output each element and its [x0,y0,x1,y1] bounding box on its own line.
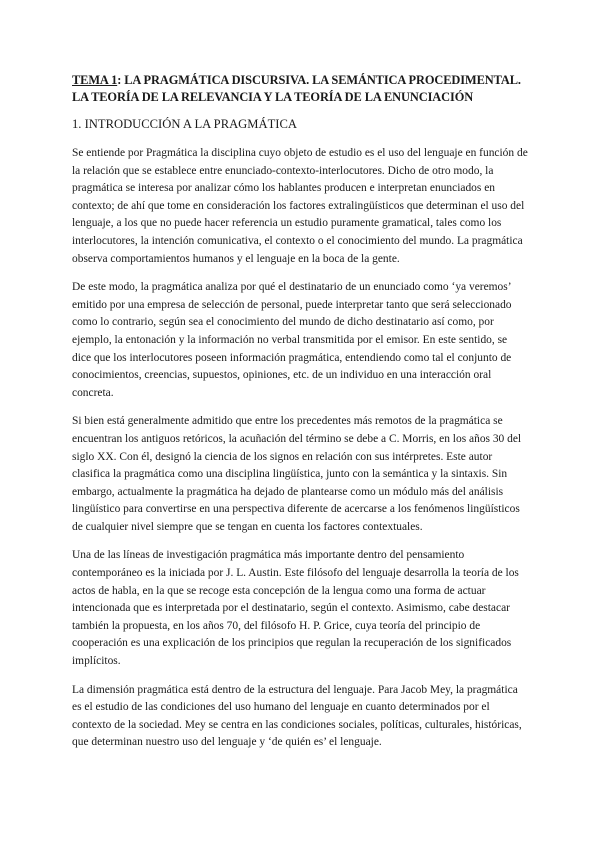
paragraph-1: Se entiende por Pragmática la disciplina cuyo objeto de estudio es el uso del lenguaje en función de la relación que se establece entre enunciado-contexto-interlocutores. Dicho de otro modo, la pragmática se interesa por analizar cómo los hablantes producen e interpretan enunciados en contexto; de ahí que tome en consideración los factores extralingüísticos que determinan el uso del lenguaje, a los que no puede hacer referencia un estudio puramente gramatical, tales como los interlocutores, la intención comunicativa, el contexto o el conocimiento del mundo. La pragmática observa comportamientos humanos y el lenguaje en la boca de la gente. [72,147,528,265]
paragraph-3: Si bien está generalmente admitido que entre los precedentes más remotos de la pragmática se encuentran los antiguos retóricos, la acuñación del término se debe a C. Morris, en los años 30 del siglo XX. Con él, designó la ciencia de los signos en relación con sus intérpretes. Este autor clasifica la pragmática como una disciplina lingüística, junto con la semántica y la sintaxis. Sin embargo, actualmente la pragmática ha dejado de plantearse como un módulo más del análisis lingüístico para convertirse en una perspectiva diferente de acercarse a los fenómenos lingüísticos de cualquier nivel siempre que se tengan en cuenta los factores contextuales. [72,415,522,533]
document-title [72,72,528,106]
title-text: : LA PRAGMÁTICA DISCURSIVA. LA SEMÁNTICA PROCEDIMENTAL. LA TEORÍA DE LA RELEVANCIA Y LA TEORÍA DE LA ENUNCIACIÓN [72,73,521,104]
paragraph-5: La dimensión pragmática está dentro de la estructura del lenguaje. Para Jacob Mey, la pragmática es el estudio de las condiciones del uso humano del lenguaje en cuanto determinados por el contexto de la sociedad. Mey se centra en las condiciones sociales, políticas, culturales, históricas, que determinan nuestro uso del lenguaje y ‘de quién es’ el lenguaje. [72,683,522,749]
paragraph-4: Una de las líneas de investigación pragmática más importante dentro del pensamiento contemporáneo es la iniciada por J. L. Austin. Este filósofo del lenguaje desarrolla la teoría de los actos de habla, en la que se recoge esta concepción de la lengua como una forma de actuar intencionada que es interpretada por el destinatario, según el contexto. Asimismo, cabe destacar también la propuesta, en los años 70, del filósofo H. P. Grice, cuya teoría del principio de cooperación es una explicación de los principios que regulan la recuperación de los significados implícitos. [72,549,519,668]
paragraph-2: De este modo, la pragmática analiza por qué el destinatario de un enunciado como ‘ya veremos’ emitido por una empresa de selección de personal, puede interpretar tanto que será seleccionado como lo contrario, según sea el conocimiento del mundo de dicho destinatario así como, por ejemplo, la entonación y la información no verbal transmitida por el emisor. En este sentido, se dice que los interlocutores poseen información pragmática, entendiendo como tal el conjunto de conocimientos, creencias, supuestos, opiniones, etc. de un individuo en una interacción oral concreta. [72,281,512,399]
title-topic-number: TEMA 1 [72,73,118,87]
section-heading: 1. INTRODUCCIÓN A LA PRAGMÁTICA [72,117,297,131]
document-page [72,72,528,763]
